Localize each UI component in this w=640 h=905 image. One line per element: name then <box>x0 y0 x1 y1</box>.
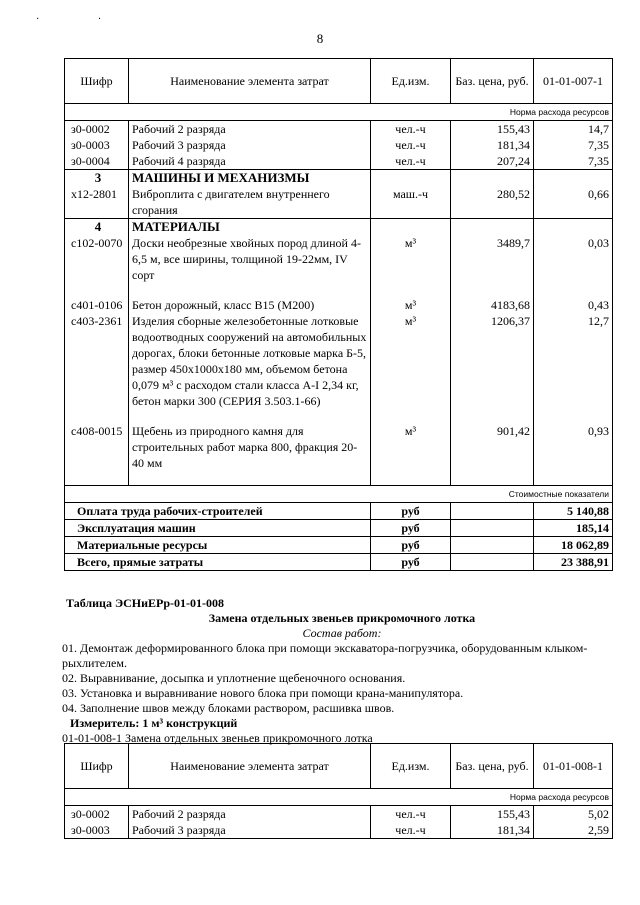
col-norm-code: 01-01-007-1 <box>534 59 613 104</box>
table-header <box>65 744 613 789</box>
total-row: Оплата труда рабочих-строителей руб 5 140,88 <box>65 503 613 520</box>
page-number: 8 <box>316 31 324 46</box>
col-code: Шифр <box>65 59 129 104</box>
norma-label: Норма расхода ресурсов <box>65 104 613 121</box>
table-row: з0-0003 Рабочий 3 разряда чел.-ч 181,34 2,59 <box>65 822 613 839</box>
col-price: Баз. цена, руб. <box>451 59 534 104</box>
total-row: Всего, прямые затраты руб 23 388,91 <box>65 554 613 571</box>
total-row: Эксплуатация машин руб 185,14 <box>65 520 613 537</box>
table-row: с408-0015 Щебень из природного камня для строительных работ марка 800, фракция 20-40 мм м³ 901,42 0,93 <box>65 423 613 471</box>
table-row: з0-0002 Рабочий 2 разряда чел.-ч 155,43 14,7 <box>65 121 613 138</box>
col-name: Наименование элемента затрат <box>129 744 371 789</box>
col-name: Наименование элемента затрат <box>129 59 371 104</box>
step-item: 01. Демонтаж деформированного блока при помощи экскаватора-погрузчика, оборудованным клыком-рыхлителем. <box>62 641 588 670</box>
col-unit: Ед.изм. <box>371 59 451 104</box>
table-title: Таблица ЭСНиЕРр-01-01-008 <box>66 596 225 610</box>
cost-label: Стоимостные показатели <box>65 486 613 503</box>
item-line: 01-01-008-1 Замена отдельных звеньев прикромочного лотка <box>62 731 373 745</box>
scan-marks: · · <box>36 14 130 25</box>
table-subtitle: Замена отдельных звеньев прикромочного лотка <box>208 611 476 625</box>
table-row: з0-0003 Рабочий 3 разряда чел.-ч 181,34 7,35 <box>65 137 613 153</box>
section-materials: 4 МАТЕРИАЛЫ <box>65 219 613 236</box>
section-machines: 3 МАШИНЫ И МЕХАНИЗМЫ <box>65 170 613 187</box>
norm-table-01-01-008 <box>64 743 613 839</box>
norma-row <box>65 789 613 806</box>
table-header <box>65 59 613 104</box>
table-row: с403-2361 Изделия сборные железобетонные лотковые водоотводных сооружений на автомобильных дорогах, блоки бетонные лотковые марка Б-5, размер 450x1000x180 мм, объемом бетона 0,079 м³ с расходом стали класса А-I 2,34 кг, бетон марки 300 (СЕРИЯ 3.503.1-66) м³ 1206,37 12,7 <box>65 313 613 409</box>
total-row: Материальные ресурсы руб 18 062,89 <box>65 537 613 554</box>
section-2-text <box>62 596 622 746</box>
col-unit: Ед.изм. <box>371 744 451 789</box>
step-item: 02. Выравнивание, досыпка и уплотнение щебеночного основания. <box>62 671 406 685</box>
col-code: Шифр <box>65 744 129 789</box>
norma-row <box>65 104 613 121</box>
step-item: 03. Установка и выравнивание нового блока при помощи крана-манипулятора. <box>62 686 464 700</box>
step-item: 04. Заполнение швов между блоками раствором, расшивка швов. <box>62 701 395 715</box>
composition-title: Состав работ: <box>302 626 382 640</box>
norma-label: Норма расхода ресурсов <box>65 789 613 806</box>
measure-line: Измеритель: 1 м³ конструкций <box>70 716 238 730</box>
col-norm-code: 01-01-008-1 <box>534 744 613 789</box>
table-row: х12-2801 Виброплита с двигателем внутреннего сгорания маш.-ч 280,52 0,66 <box>65 186 613 219</box>
cost-row <box>65 486 613 503</box>
col-price: Баз. цена, руб. <box>451 744 534 789</box>
norm-table-01-01-007 <box>64 58 613 571</box>
table-row: с401-0106 Бетон дорожный, класс B15 (M200) м³ 4183,68 0,43 <box>65 297 613 313</box>
table-row: с102-0070 Доски необрезные хвойных пород длиной 4-6,5 м, все ширины, толщиной 19-22мм, IV сорт м³ 3489,7 0,03 <box>65 235 613 283</box>
table-row: з0-0004 Рабочий 4 разряда чел.-ч 207,24 7,35 <box>65 153 613 170</box>
table-row: з0-0002 Рабочий 2 разряда чел.-ч 155,43 5,02 <box>65 806 613 823</box>
